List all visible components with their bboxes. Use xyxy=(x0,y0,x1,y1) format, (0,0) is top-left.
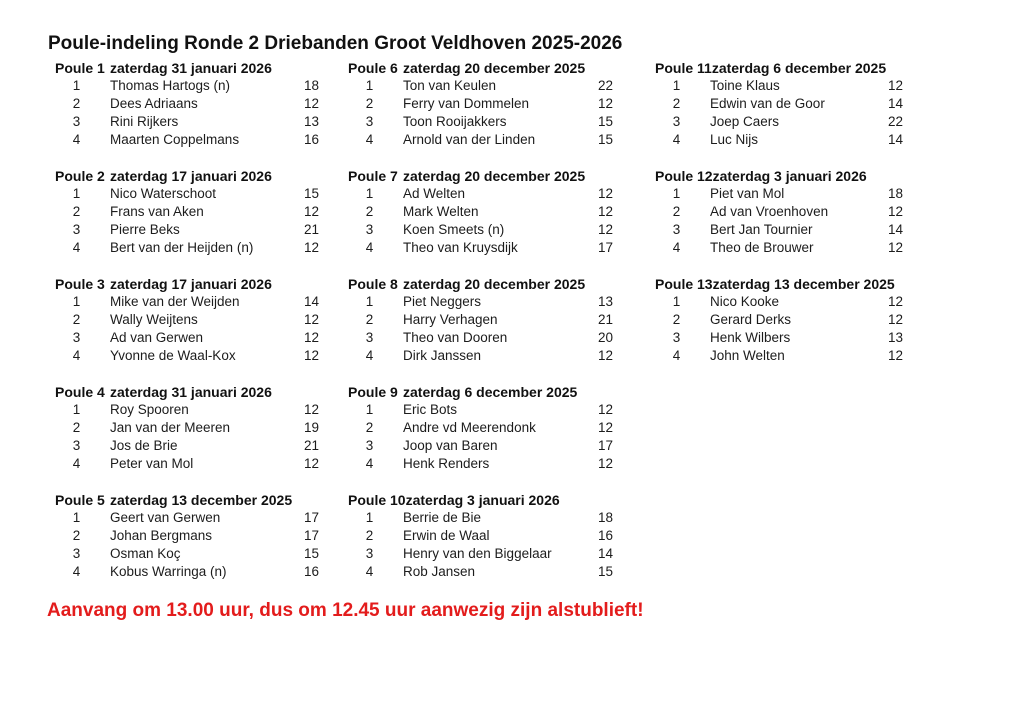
player-rank: 2 xyxy=(672,204,681,219)
poule-label: Poule 12 xyxy=(655,168,713,184)
poule-block xyxy=(55,275,319,365)
player-row xyxy=(55,131,319,149)
player-name: Yvonne de Waal-Kox xyxy=(110,348,236,363)
player-row xyxy=(55,311,319,329)
player-points: 12 xyxy=(303,456,319,471)
player-name: Luc Nijs xyxy=(710,132,759,147)
player-name: Edwin van de Goor xyxy=(710,96,825,111)
player-row xyxy=(55,509,319,527)
player-points: 20 xyxy=(597,330,613,345)
poule-date: zaterdag 3 januari 2026 xyxy=(405,492,560,508)
player-points: 19 xyxy=(303,420,319,435)
player-points: 12 xyxy=(597,402,613,417)
player-name: Arnold van der Linden xyxy=(403,132,536,147)
player-points: 14 xyxy=(887,96,903,111)
player-rank: 2 xyxy=(72,96,81,111)
player-rank: 3 xyxy=(365,438,374,453)
player-name: Ad Welten xyxy=(403,186,466,201)
player-points: 22 xyxy=(887,114,903,129)
player-rank: 1 xyxy=(72,186,81,201)
player-rank: 2 xyxy=(672,96,681,111)
player-name: Nico Waterschoot xyxy=(110,186,217,201)
player-rank: 4 xyxy=(72,240,81,255)
player-row xyxy=(348,185,613,203)
player-row xyxy=(655,77,903,95)
player-name: Dees Adriaans xyxy=(110,96,198,111)
player-rank: 3 xyxy=(672,330,681,345)
poule-date: zaterdag 20 december 2025 xyxy=(403,276,586,292)
player-points: 12 xyxy=(887,294,903,309)
player-row xyxy=(655,95,903,113)
player-name: Koen Smeets (n) xyxy=(403,222,505,237)
player-points: 17 xyxy=(597,240,613,255)
poule-block xyxy=(655,167,903,257)
player-points: 12 xyxy=(887,78,903,93)
player-rank: 1 xyxy=(72,78,81,93)
poule-date: zaterdag 31 januari 2026 xyxy=(110,60,272,76)
poule-block xyxy=(655,59,903,149)
poule-block xyxy=(55,59,319,149)
player-rank: 4 xyxy=(365,456,374,471)
player-points: 17 xyxy=(303,528,319,543)
poule-label: Poule 5 xyxy=(55,492,105,508)
poule-date: zaterdag 6 december 2025 xyxy=(403,384,578,400)
poule-date: zaterdag 17 januari 2026 xyxy=(110,168,272,184)
player-row xyxy=(348,113,613,131)
player-rank: 3 xyxy=(365,114,374,129)
poule-label: Poule 9 xyxy=(348,384,398,400)
player-rank: 3 xyxy=(365,330,374,345)
player-rank: 4 xyxy=(365,348,374,363)
player-row xyxy=(55,419,319,437)
player-name: Toon Rooijakkers xyxy=(403,114,507,129)
player-rank: 1 xyxy=(365,294,374,309)
player-row xyxy=(348,455,613,473)
player-row xyxy=(655,185,903,203)
player-row xyxy=(655,347,903,365)
player-row xyxy=(348,527,613,545)
poule-header xyxy=(655,275,903,293)
poule-label: Poule 13 xyxy=(655,276,713,292)
player-points: 12 xyxy=(887,312,903,327)
poule-label: Poule 3 xyxy=(55,276,105,292)
player-name: Dirk Janssen xyxy=(403,348,482,363)
player-points: 15 xyxy=(303,546,319,561)
player-row xyxy=(55,293,319,311)
player-row xyxy=(55,239,319,257)
player-rank: 1 xyxy=(672,294,681,309)
player-rank: 4 xyxy=(672,348,681,363)
player-rank: 1 xyxy=(72,510,81,525)
player-rank: 2 xyxy=(365,312,374,327)
player-name: Nico Kooke xyxy=(710,294,780,309)
player-row xyxy=(55,95,319,113)
player-points: 15 xyxy=(597,114,613,129)
player-row xyxy=(348,419,613,437)
player-name: Ad van Vroenhoven xyxy=(710,204,829,219)
player-points: 18 xyxy=(597,510,613,525)
player-rank: 3 xyxy=(72,438,81,453)
poule-block xyxy=(55,383,319,473)
player-name: Joep Caers xyxy=(710,114,780,129)
player-name: Thomas Hartogs (n) xyxy=(110,78,231,93)
player-row xyxy=(348,131,613,149)
poule-block xyxy=(55,491,319,581)
player-rank: 1 xyxy=(365,402,374,417)
player-row xyxy=(348,563,613,581)
player-name: Ad van Gerwen xyxy=(110,330,204,345)
player-name: Mark Welten xyxy=(403,204,479,219)
player-row xyxy=(655,329,903,347)
player-row xyxy=(348,347,613,365)
player-rank: 3 xyxy=(672,114,681,129)
player-name: Theo van Dooren xyxy=(403,330,508,345)
poule-header xyxy=(348,383,613,401)
player-name: Pierre Beks xyxy=(110,222,180,237)
poule-block xyxy=(348,167,613,257)
player-row xyxy=(55,203,319,221)
player-row xyxy=(655,311,903,329)
player-row xyxy=(348,329,613,347)
poule-header xyxy=(348,491,613,509)
player-name: Bert Jan Tournier xyxy=(710,222,813,237)
player-rank: 2 xyxy=(72,312,81,327)
player-points: 12 xyxy=(303,240,319,255)
poule-block xyxy=(55,167,319,257)
player-name: Piet van Mol xyxy=(710,186,785,201)
poule-label: Poule 7 xyxy=(348,168,398,184)
player-row xyxy=(655,131,903,149)
player-points: 12 xyxy=(303,330,319,345)
player-points: 12 xyxy=(597,420,613,435)
poule-label: Poule 1 xyxy=(55,60,105,76)
player-name: Kobus Warringa (n) xyxy=(110,564,227,579)
player-name: Maarten Coppelmans xyxy=(110,132,240,147)
player-rank: 4 xyxy=(672,240,681,255)
player-points: 21 xyxy=(597,312,613,327)
player-rank: 3 xyxy=(672,222,681,237)
player-rank: 4 xyxy=(365,564,374,579)
player-row xyxy=(348,77,613,95)
player-row xyxy=(55,455,319,473)
poule-label: Poule 8 xyxy=(348,276,398,292)
poule-date: zaterdag 31 januari 2026 xyxy=(110,384,272,400)
player-row xyxy=(348,95,613,113)
player-points: 12 xyxy=(597,186,613,201)
player-points: 21 xyxy=(303,438,319,453)
player-points: 12 xyxy=(303,312,319,327)
player-points: 16 xyxy=(597,528,613,543)
poule-block xyxy=(655,275,903,365)
player-row xyxy=(348,239,613,257)
poule-column-middle xyxy=(348,59,613,599)
player-points: 18 xyxy=(887,186,903,201)
poule-label: Poule 4 xyxy=(55,384,105,400)
player-points: 13 xyxy=(887,330,903,345)
poule-label: Poule 11 xyxy=(655,60,712,76)
player-rank: 2 xyxy=(72,420,81,435)
poule-header xyxy=(55,59,319,77)
player-name: Theo van Kruysdijk xyxy=(403,240,518,255)
poule-header xyxy=(348,167,613,185)
player-name: Theo de Brouwer xyxy=(710,240,814,255)
player-name: Jan van der Meeren xyxy=(110,420,231,435)
start-time-notice: Aanvang om 13.00 uur, dus om 12.45 uur aanwezig zijn alstublieft! xyxy=(47,600,644,621)
player-rank: 1 xyxy=(672,186,681,201)
player-row xyxy=(348,311,613,329)
player-rank: 1 xyxy=(672,78,681,93)
player-points: 16 xyxy=(303,564,319,579)
player-rank: 1 xyxy=(72,294,81,309)
player-row xyxy=(55,77,319,95)
poule-column-right xyxy=(655,59,903,383)
player-name: Ton van Keulen xyxy=(403,78,497,93)
player-points: 14 xyxy=(887,132,903,147)
player-points: 12 xyxy=(597,348,613,363)
player-rank: 1 xyxy=(365,78,374,93)
player-name: Eric Bots xyxy=(403,402,458,417)
poule-date: zaterdag 20 december 2025 xyxy=(403,168,586,184)
player-rank: 2 xyxy=(365,528,374,543)
player-rank: 4 xyxy=(72,456,81,471)
player-row xyxy=(348,401,613,419)
poule-header xyxy=(348,275,613,293)
player-points: 14 xyxy=(597,546,613,561)
player-row xyxy=(348,203,613,221)
poule-label: Poule 6 xyxy=(348,60,398,76)
player-points: 22 xyxy=(597,78,613,93)
player-points: 18 xyxy=(303,78,319,93)
poule-date: zaterdag 20 december 2025 xyxy=(403,60,586,76)
player-points: 14 xyxy=(303,294,319,309)
poule-block xyxy=(348,59,613,149)
player-rank: 3 xyxy=(72,546,81,561)
player-row xyxy=(348,545,613,563)
player-name: Joop van Baren xyxy=(403,438,498,453)
player-points: 17 xyxy=(597,438,613,453)
poule-header xyxy=(655,167,903,185)
player-name: Bert van der Heijden (n) xyxy=(110,240,254,255)
player-points: 17 xyxy=(303,510,319,525)
player-row xyxy=(55,401,319,419)
player-points: 21 xyxy=(303,222,319,237)
player-name: Osman Koç xyxy=(110,546,181,561)
poule-label: Poule 10 xyxy=(348,492,406,508)
player-rank: 3 xyxy=(72,114,81,129)
player-rank: 1 xyxy=(365,510,374,525)
player-rank: 2 xyxy=(72,528,81,543)
player-rank: 3 xyxy=(365,546,374,561)
player-name: Toine Klaus xyxy=(710,78,780,93)
player-points: 14 xyxy=(887,222,903,237)
player-rank: 1 xyxy=(365,186,374,201)
player-rank: 4 xyxy=(672,132,681,147)
player-name: Rini Rijkers xyxy=(110,114,179,129)
poule-date: zaterdag 13 december 2025 xyxy=(712,276,895,292)
player-name: Johan Bergmans xyxy=(110,528,213,543)
page-title: Poule-indeling Ronde 2 Driebanden Groot Veldhoven 2025-2026 xyxy=(48,33,623,54)
player-row xyxy=(655,203,903,221)
player-rank: 2 xyxy=(672,312,681,327)
player-row xyxy=(55,563,319,581)
poule-header xyxy=(55,275,319,293)
player-row xyxy=(348,509,613,527)
player-row xyxy=(55,113,319,131)
player-rank: 4 xyxy=(365,132,374,147)
player-name: Frans van Aken xyxy=(110,204,204,219)
poule-label: Poule 2 xyxy=(55,168,105,184)
player-row xyxy=(655,221,903,239)
player-name: Henk Wilbers xyxy=(710,330,791,345)
poule-header xyxy=(55,167,319,185)
player-row xyxy=(348,221,613,239)
player-points: 13 xyxy=(303,114,319,129)
player-name: Piet Neggers xyxy=(403,294,482,309)
player-name: Harry Verhagen xyxy=(403,312,498,327)
player-points: 12 xyxy=(597,96,613,111)
player-rank: 3 xyxy=(72,222,81,237)
player-points: 12 xyxy=(303,96,319,111)
player-rank: 2 xyxy=(365,96,374,111)
player-name: Peter van Mol xyxy=(110,456,194,471)
player-name: Geert van Gerwen xyxy=(110,510,221,525)
player-points: 15 xyxy=(597,132,613,147)
player-points: 12 xyxy=(303,402,319,417)
player-rank: 2 xyxy=(365,204,374,219)
poule-date: zaterdag 6 december 2025 xyxy=(711,60,887,76)
poule-block xyxy=(348,383,613,473)
player-points: 12 xyxy=(303,348,319,363)
player-rank: 2 xyxy=(365,420,374,435)
player-row xyxy=(55,437,319,455)
player-row xyxy=(55,527,319,545)
player-name: Berrie de Bie xyxy=(403,510,482,525)
player-points: 13 xyxy=(597,294,613,309)
player-points: 12 xyxy=(597,222,613,237)
player-row xyxy=(348,437,613,455)
player-row xyxy=(655,239,903,257)
player-points: 12 xyxy=(597,456,613,471)
player-row xyxy=(55,221,319,239)
player-rank: 4 xyxy=(72,564,81,579)
poule-header xyxy=(348,59,613,77)
player-row xyxy=(348,293,613,311)
player-name: Henry van den Biggelaar xyxy=(403,546,552,561)
player-points: 12 xyxy=(887,204,903,219)
poule-date: zaterdag 17 januari 2026 xyxy=(110,276,272,292)
player-name: Rob Jansen xyxy=(403,564,476,579)
player-name: Wally Weijtens xyxy=(110,312,198,327)
poule-header xyxy=(655,59,903,77)
player-name: Gerard Derks xyxy=(710,312,792,327)
player-row xyxy=(655,293,903,311)
poule-header xyxy=(55,491,319,509)
player-rank: 4 xyxy=(72,348,81,363)
player-row xyxy=(55,185,319,203)
player-points: 12 xyxy=(597,204,613,219)
player-points: 12 xyxy=(303,204,319,219)
player-row xyxy=(655,113,903,131)
poule-header xyxy=(55,383,319,401)
poule-block xyxy=(348,275,613,365)
player-rank: 3 xyxy=(72,330,81,345)
player-points: 12 xyxy=(887,348,903,363)
player-name: Mike van der Weijden xyxy=(110,294,240,309)
player-rank: 1 xyxy=(72,402,81,417)
player-name: John Welten xyxy=(710,348,785,363)
player-row xyxy=(55,329,319,347)
player-name: Jos de Brie xyxy=(110,438,178,453)
player-rank: 4 xyxy=(365,240,374,255)
player-row xyxy=(55,545,319,563)
player-points: 15 xyxy=(303,186,319,201)
player-name: Henk Renders xyxy=(403,456,490,471)
player-name: Erwin de Waal xyxy=(403,528,490,543)
player-name: Roy Spooren xyxy=(110,402,189,417)
player-points: 16 xyxy=(303,132,319,147)
poule-date: zaterdag 13 december 2025 xyxy=(110,492,293,508)
player-points: 15 xyxy=(597,564,613,579)
player-row xyxy=(55,347,319,365)
poule-block xyxy=(348,491,613,581)
player-name: Ferry van Dommelen xyxy=(403,96,530,111)
player-rank: 2 xyxy=(72,204,81,219)
poule-column-left xyxy=(55,59,319,599)
player-rank: 4 xyxy=(72,132,81,147)
player-name: Andre vd Meerendonk xyxy=(403,420,536,435)
poule-date: zaterdag 3 januari 2026 xyxy=(712,168,867,184)
player-rank: 3 xyxy=(365,222,374,237)
player-points: 12 xyxy=(887,240,903,255)
